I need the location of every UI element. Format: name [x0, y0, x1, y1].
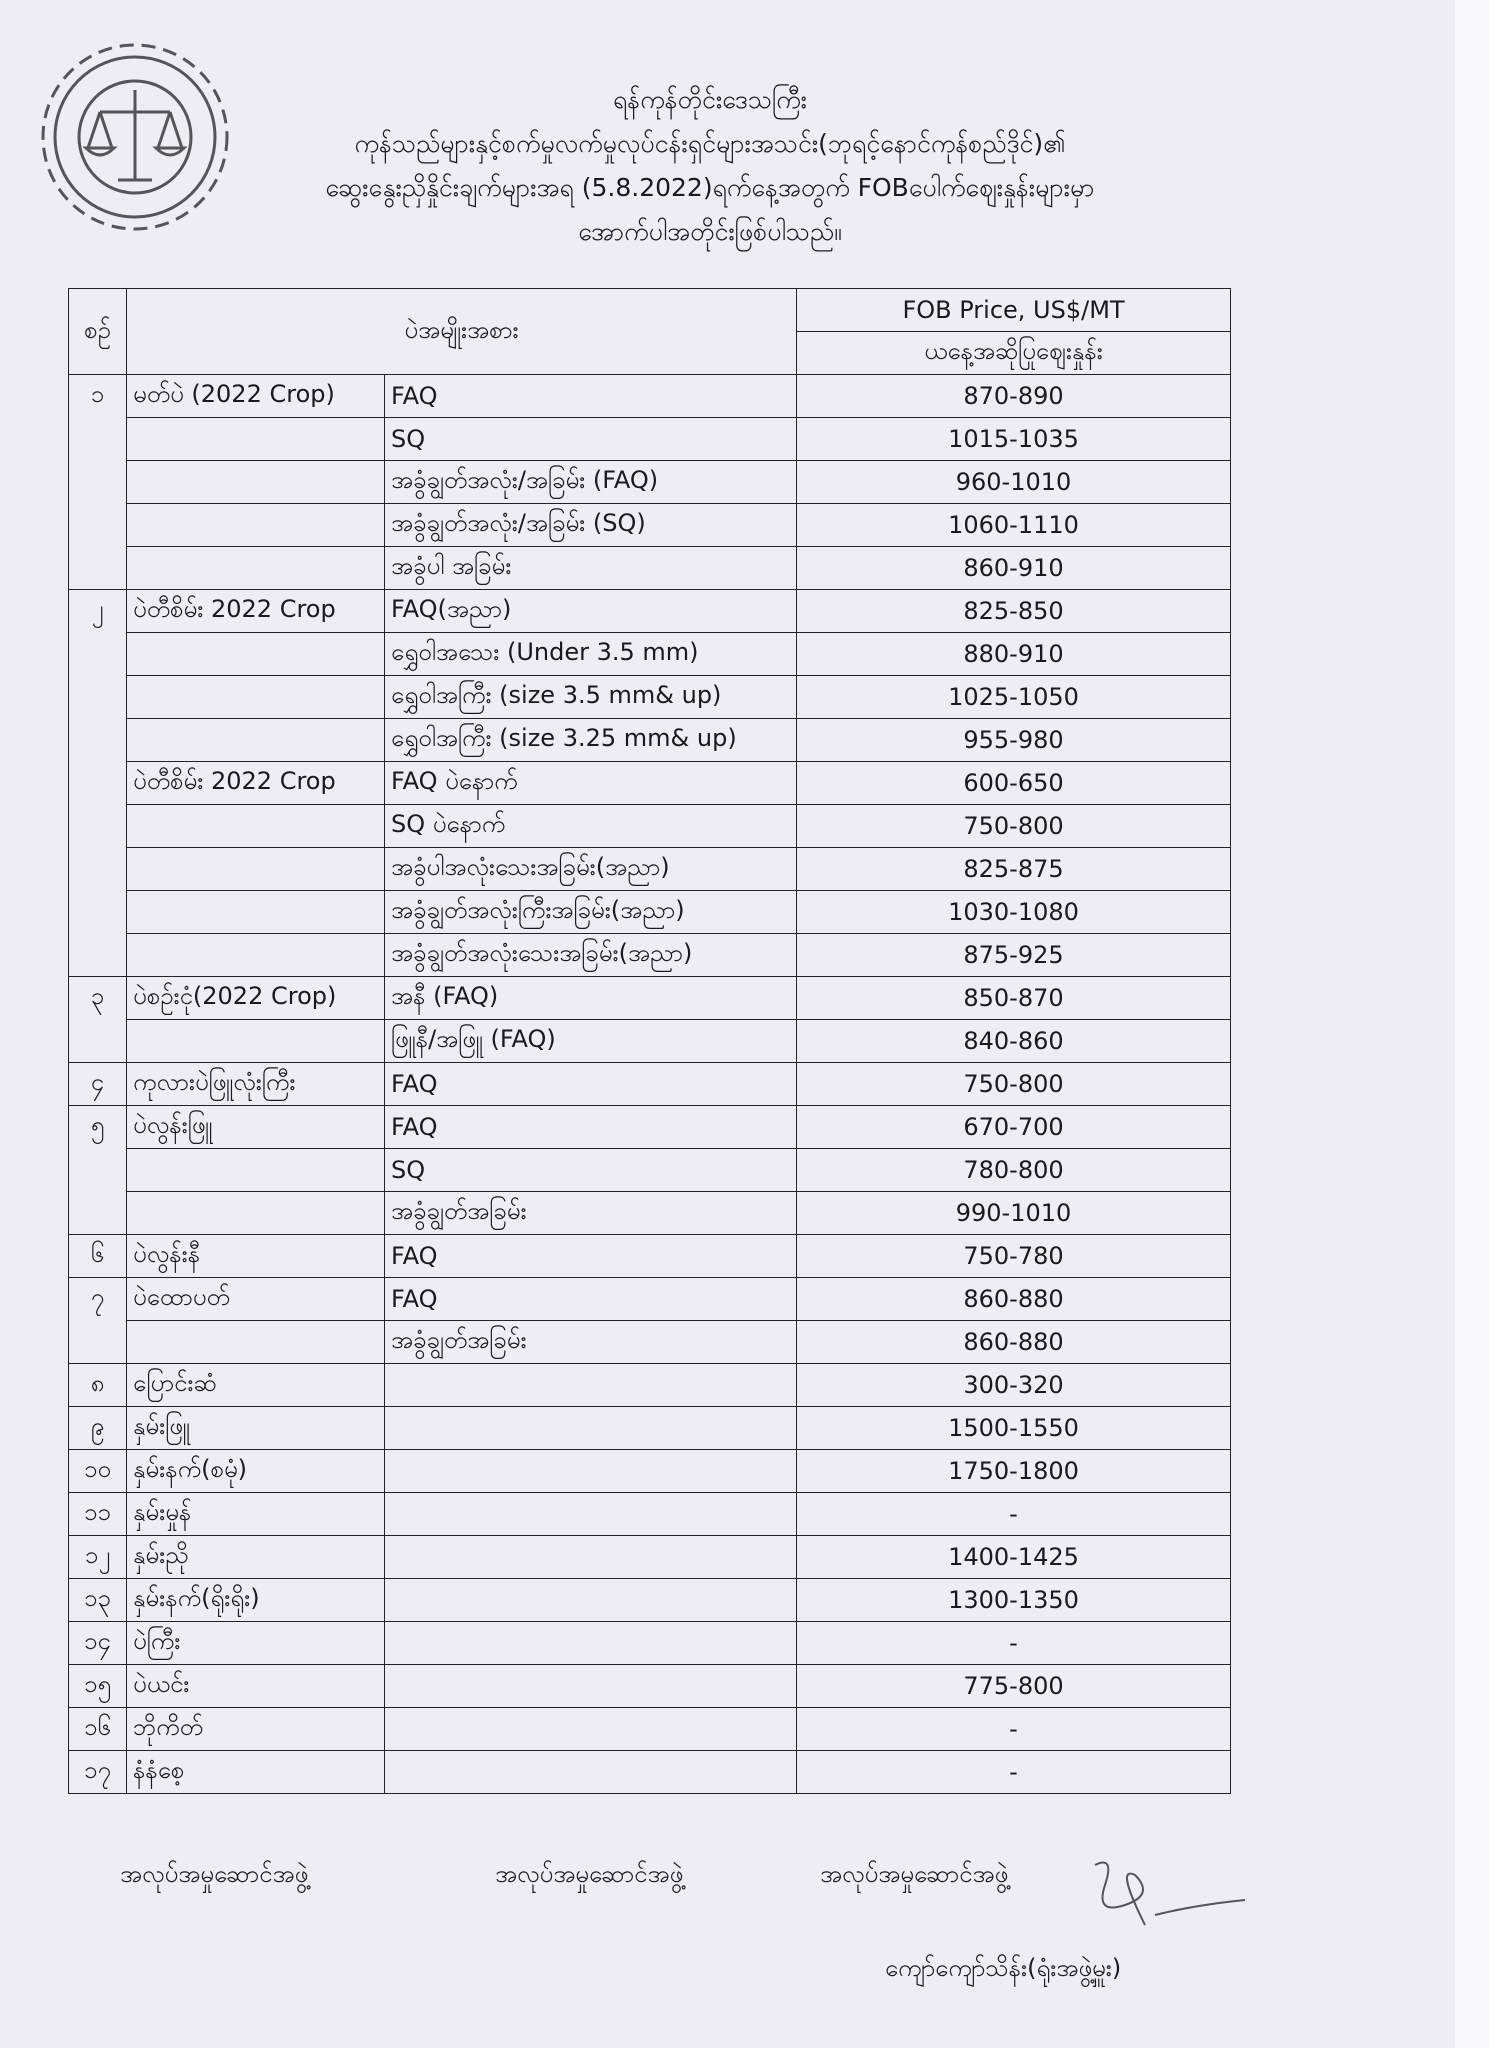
row-grade: FAQ(အညာ)	[385, 590, 797, 633]
table-row	[69, 848, 1231, 891]
row-item-name: ပဲလွန်းဖြူ	[127, 1106, 385, 1149]
row-item-name: နံနံစေ့	[127, 1751, 385, 1794]
row-item-name: ပြောင်းဆံ	[127, 1364, 385, 1407]
row-price: 780-800	[797, 1149, 1231, 1192]
row-grade	[385, 1407, 797, 1450]
row-item-name	[127, 1321, 385, 1364]
row-number: ၁၅	[69, 1665, 127, 1708]
table-row	[69, 891, 1231, 934]
table-row	[69, 1235, 1231, 1278]
row-grade: FAQ	[385, 1106, 797, 1149]
header-line-1: ရန်ကုန်တိုင်းဒေသကြီး	[612, 85, 808, 114]
row-number	[69, 719, 127, 762]
row-number: ၈	[69, 1364, 127, 1407]
header-line-4: အောက်ပါအတိုင်းဖြစ်ပါသည်။	[578, 217, 842, 246]
row-number: ၆	[69, 1235, 127, 1278]
table-row	[69, 676, 1231, 719]
table-row	[69, 1665, 1231, 1708]
row-grade: အခွံချွတ်အလုံး/အခြမ်း (FAQ)	[385, 461, 797, 504]
table-row	[69, 461, 1231, 504]
signature-label-4: ကျော်ကျော်သိန်း(ရုံးအဖွဲ့မှူး)	[885, 1954, 1122, 1982]
document-header	[150, 78, 1270, 254]
row-price: 955-980	[797, 719, 1231, 762]
table-row	[69, 375, 1231, 418]
row-number	[69, 676, 127, 719]
row-number	[69, 762, 127, 805]
table-row	[69, 590, 1231, 633]
row-grade	[385, 1536, 797, 1579]
row-item-name	[127, 1149, 385, 1192]
row-price: 300-320	[797, 1364, 1231, 1407]
row-grade: အနီ (FAQ)	[385, 977, 797, 1020]
table-header-row	[69, 289, 1231, 332]
col-header-item: ပဲအမျိုးအစား	[127, 289, 797, 375]
row-price: 750-800	[797, 805, 1231, 848]
row-price: 1400-1425	[797, 1536, 1231, 1579]
row-item-name	[127, 676, 385, 719]
row-price: -	[797, 1751, 1231, 1794]
row-price: 600-650	[797, 762, 1231, 805]
row-item-name	[127, 848, 385, 891]
header-line-3: ဆွေးနွေးညှိနှိုင်းချက်များအရ (5.8.2022)ရက်နေ့အတွက် FOBပေါက်ဈေးနှုန်းများမှာ	[325, 173, 1095, 202]
row-item-name	[127, 633, 385, 676]
row-price: 670-700	[797, 1106, 1231, 1149]
table-row	[69, 934, 1231, 977]
table-body	[69, 375, 1231, 1794]
row-item-name: ပဲကြီး	[127, 1622, 385, 1665]
row-price: -	[797, 1622, 1231, 1665]
row-number: ၁၄	[69, 1622, 127, 1665]
row-number	[69, 848, 127, 891]
row-item-name	[127, 461, 385, 504]
row-item-name	[127, 504, 385, 547]
row-price: 775-800	[797, 1665, 1231, 1708]
table-row	[69, 1751, 1231, 1794]
row-price: 880-910	[797, 633, 1231, 676]
row-price: 860-880	[797, 1278, 1231, 1321]
row-grade: ဖြူနီ/အဖြူ (FAQ)	[385, 1020, 797, 1063]
row-number: ၁၃	[69, 1579, 127, 1622]
row-number	[69, 934, 127, 977]
row-item-name: နှမ်းမှုန်	[127, 1493, 385, 1536]
row-number	[69, 891, 127, 934]
row-price: -	[797, 1708, 1231, 1751]
row-price: 1300-1350	[797, 1579, 1231, 1622]
row-number: ၁၂	[69, 1536, 127, 1579]
row-grade: FAQ	[385, 375, 797, 418]
row-price: 860-880	[797, 1321, 1231, 1364]
row-grade: SQ	[385, 1149, 797, 1192]
row-number: ၂	[69, 590, 127, 633]
row-number: ၁၀	[69, 1450, 127, 1493]
table-row	[69, 1708, 1231, 1751]
row-grade: အခွံချွတ်အလုံး/အခြမ်း (SQ)	[385, 504, 797, 547]
row-number	[69, 1149, 127, 1192]
table-row	[69, 1063, 1231, 1106]
table-row	[69, 1278, 1231, 1321]
table-row	[69, 1321, 1231, 1364]
row-grade: FAQ ပဲနောက်	[385, 762, 797, 805]
signature-label-2: အလုပ်အမှုဆောင်အဖွဲ့	[495, 1860, 684, 1888]
row-number	[69, 547, 127, 590]
table-row	[69, 1407, 1231, 1450]
row-grade: ရွှေဝါအကြီး (size 3.25 mm& up)	[385, 719, 797, 762]
col-header-price-sub: ယနေ့အဆိုပြုဈေးနှုန်း	[797, 332, 1231, 375]
row-number	[69, 805, 127, 848]
row-price: 750-780	[797, 1235, 1231, 1278]
table-row	[69, 504, 1231, 547]
table-row	[69, 1020, 1231, 1063]
row-item-name	[127, 418, 385, 461]
row-number: ၁၇	[69, 1751, 127, 1794]
table-row	[69, 719, 1231, 762]
table-row	[69, 1106, 1231, 1149]
row-price: 860-910	[797, 547, 1231, 590]
row-price: 850-870	[797, 977, 1231, 1020]
row-item-name: နှမ်းနက်(စမုံ)	[127, 1450, 385, 1493]
table-row	[69, 1536, 1231, 1579]
table-row	[69, 1622, 1231, 1665]
row-item-name: နှမ်းဖြူ	[127, 1407, 385, 1450]
row-price: 825-850	[797, 590, 1231, 633]
row-grade	[385, 1493, 797, 1536]
table-row	[69, 1579, 1231, 1622]
row-grade: SQ ပဲနောက်	[385, 805, 797, 848]
row-item-name: နှမ်းနက်(ရိုးရိုး)	[127, 1579, 385, 1622]
row-grade: FAQ	[385, 1235, 797, 1278]
row-grade: အခွံပါ အခြမ်း	[385, 547, 797, 590]
row-number: ၄	[69, 1063, 127, 1106]
row-price: 1750-1800	[797, 1450, 1231, 1493]
row-item-name	[127, 805, 385, 848]
row-grade	[385, 1364, 797, 1407]
row-item-name: မတ်ပဲ (2022 Crop)	[127, 375, 385, 418]
row-number: ၁၆	[69, 1708, 127, 1751]
table-row	[69, 418, 1231, 461]
row-grade: SQ	[385, 418, 797, 461]
row-number	[69, 418, 127, 461]
row-price: 750-800	[797, 1063, 1231, 1106]
row-item-name: ပဲတီစိမ်း 2022 Crop	[127, 590, 385, 633]
row-price: -	[797, 1493, 1231, 1536]
table-row	[69, 977, 1231, 1020]
row-item-name: ပဲယင်း	[127, 1665, 385, 1708]
price-table	[68, 288, 1231, 1794]
signature-label-1: အလုပ်အမှုဆောင်အဖွဲ့	[120, 1860, 309, 1888]
row-price: 960-1010	[797, 461, 1231, 504]
row-grade	[385, 1751, 797, 1794]
row-price: 875-925	[797, 934, 1231, 977]
row-item-name: နှမ်းညို	[127, 1536, 385, 1579]
row-item-name: ပဲထောပတ်	[127, 1278, 385, 1321]
row-grade: အခွံချွတ်အခြမ်း	[385, 1321, 797, 1364]
row-item-name	[127, 1020, 385, 1063]
row-price: 1030-1080	[797, 891, 1231, 934]
row-number	[69, 633, 127, 676]
row-grade: အခွံချွတ်အလုံးကြီးအခြမ်း(အညာ)	[385, 891, 797, 934]
row-grade: FAQ	[385, 1278, 797, 1321]
row-number	[69, 1020, 127, 1063]
scan-edge	[1455, 0, 1489, 2048]
row-grade: ရွှေဝါအကြီး (size 3.5 mm& up)	[385, 676, 797, 719]
header-line-2: ကုန်သည်များနှင့်စက်မှုလက်မှုလုပ်ငန်းရှင်များအသင်း(ဘုရင့်နောင်ကုန်စည်ဒိုင်)၏	[354, 129, 1066, 158]
row-item-name: ပဲစဉ်းငုံ(2022 Crop)	[127, 977, 385, 1020]
col-header-no: စဉ်	[69, 289, 127, 375]
table-row	[69, 762, 1231, 805]
row-grade	[385, 1450, 797, 1493]
row-number	[69, 504, 127, 547]
row-number	[69, 1192, 127, 1235]
table-row	[69, 1149, 1231, 1192]
row-grade: FAQ	[385, 1063, 797, 1106]
row-item-name	[127, 891, 385, 934]
row-price: 840-860	[797, 1020, 1231, 1063]
table-row	[69, 1450, 1231, 1493]
row-price: 1015-1035	[797, 418, 1231, 461]
row-grade: ရွှေဝါအသေး (Under 3.5 mm)	[385, 633, 797, 676]
row-number: ၉	[69, 1407, 127, 1450]
row-grade	[385, 1708, 797, 1751]
signature-label-3: အလုပ်အမှုဆောင်အဖွဲ့	[820, 1860, 1009, 1888]
table-row	[69, 633, 1231, 676]
row-grade	[385, 1665, 797, 1708]
row-number: ၁	[69, 375, 127, 418]
table-row	[69, 547, 1231, 590]
row-item-name	[127, 547, 385, 590]
table-row	[69, 805, 1231, 848]
row-item-name: ပဲတီစိမ်း 2022 Crop	[127, 762, 385, 805]
row-number: ၁၁	[69, 1493, 127, 1536]
row-grade: အခွံချွတ်အလုံးသေးအခြမ်း(အညာ)	[385, 934, 797, 977]
row-item-name	[127, 1192, 385, 1235]
table-row	[69, 1192, 1231, 1235]
row-price: 990-1010	[797, 1192, 1231, 1235]
handwritten-signature	[1075, 1845, 1255, 1945]
row-number: ၅	[69, 1106, 127, 1149]
table-row	[69, 1493, 1231, 1536]
row-price: 825-875	[797, 848, 1231, 891]
row-item-name: ကုလားပဲဖြူလုံးကြီး	[127, 1063, 385, 1106]
row-number	[69, 461, 127, 504]
row-price: 1025-1050	[797, 676, 1231, 719]
row-price: 870-890	[797, 375, 1231, 418]
row-item-name	[127, 719, 385, 762]
row-price: 1500-1550	[797, 1407, 1231, 1450]
row-grade: အခွံချွတ်အခြမ်း	[385, 1192, 797, 1235]
table-row	[69, 1364, 1231, 1407]
row-grade	[385, 1579, 797, 1622]
row-number: ၇	[69, 1278, 127, 1321]
row-grade	[385, 1622, 797, 1665]
row-item-name	[127, 934, 385, 977]
row-price: 1060-1110	[797, 504, 1231, 547]
row-number	[69, 1321, 127, 1364]
col-header-price: FOB Price, US$/MT	[797, 289, 1231, 332]
row-grade: အခွံပါအလုံးသေးအခြမ်း(အညာ)	[385, 848, 797, 891]
row-item-name: ဘိုကိတ်	[127, 1708, 385, 1751]
row-item-name: ပဲလွန်းနီ	[127, 1235, 385, 1278]
row-number: ၃	[69, 977, 127, 1020]
